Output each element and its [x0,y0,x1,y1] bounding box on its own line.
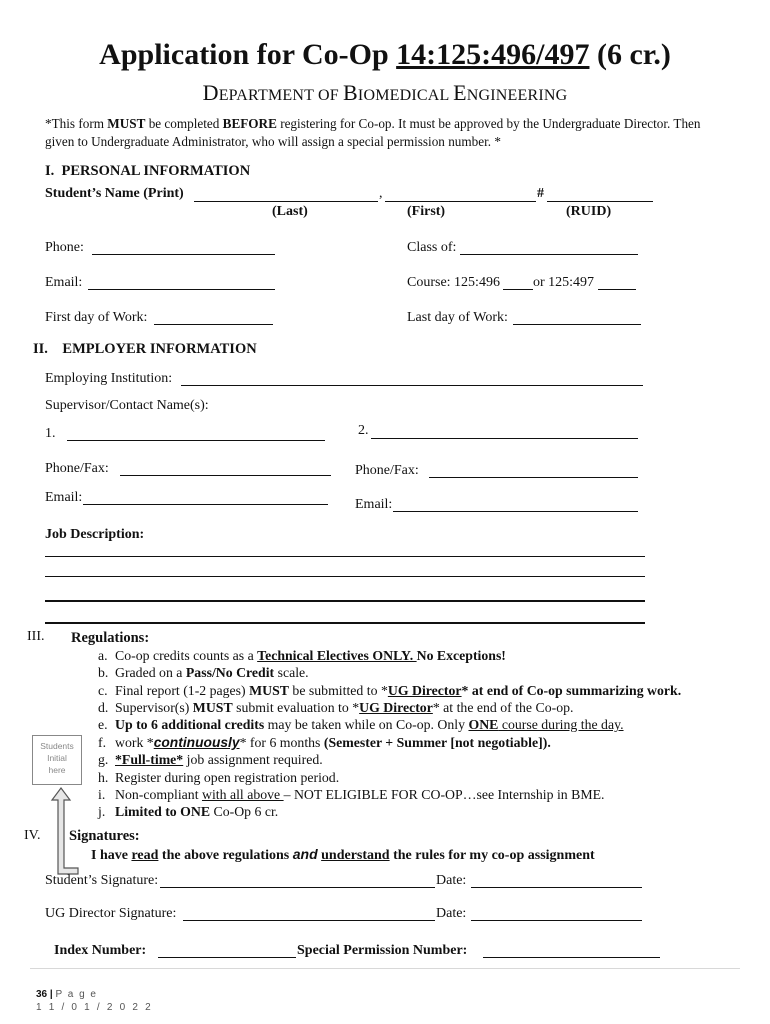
job-description-line-3[interactable] [45,600,645,602]
job-description-line-1[interactable] [45,556,645,557]
reg-text: submit evaluation to * [232,700,360,715]
first-day-field[interactable] [154,324,273,325]
regulation-a [98,648,506,664]
ug-director-signature-label: UG Director Signature: [45,906,177,921]
regulation-letter: j. [98,804,106,819]
first-caption: (First) [407,204,446,219]
section-personal-info [45,163,250,180]
section-numeral: I. [45,163,55,179]
reg-emph: MUST [192,700,233,715]
course-496-field[interactable] [503,289,533,290]
section-heading: EMPLOYER INFORMATION [62,341,257,357]
last-day-field[interactable] [513,324,641,325]
ack-text: I have [91,848,132,863]
reg-emph: Technical Electives ONLY. [257,648,417,663]
reg-text: Co-Op 6 cr. [210,804,279,819]
regulation-letter: e. [98,717,108,732]
reg-emph: Pass/No Credit [185,665,275,680]
ug-director-date-field[interactable] [471,920,642,921]
employer-email-2-field[interactable] [393,511,638,512]
ack-read: read [131,848,159,863]
regulations-heading: Regulations: [71,630,150,646]
reg-emph: * at end of Co-op summarizing work. [461,683,682,698]
title-course-codes: 14:125:496/497 [396,38,590,71]
regulation-i [98,787,604,803]
reg-text: Register during open registration period. [115,770,340,785]
reg-emph: UG Director [387,683,462,698]
regulation-c [98,683,681,699]
section-numeral: II. [33,341,48,357]
class-of-field[interactable] [460,254,638,255]
student-signature-label: Student’s Signature: [45,873,159,888]
dept-smallcaps: EPARTMENT OF [218,87,344,104]
reg-emph: No Exceptions! [416,648,506,663]
reg-emph: continuously [153,735,240,750]
note-text: *This form [45,116,108,131]
institution-label: Employing Institution: [45,371,173,386]
section-signatures-numeral: IV. [24,828,41,843]
page-separator: | [47,989,56,1000]
phone-label: Phone: [45,240,84,255]
reg-emph: Up to 6 additional credits [115,717,265,732]
index-number-field[interactable] [158,957,296,958]
student-initial-box[interactable] [32,735,82,785]
ack-and: and [292,846,318,862]
reg-emph: ONE [468,717,499,732]
dept-letter: B [343,80,358,105]
regulation-letter: i. [98,787,106,802]
initial-box-text: Initial [47,753,67,763]
comma-separator: , [379,186,383,201]
index-number-label: Index Number: [54,943,147,958]
phone-fax-2-label: Phone/Fax: [355,463,419,478]
reg-text: Final report (1-2 pages) [115,683,250,698]
regulation-letter: g. [98,752,109,767]
section-regulations-numeral: III. [27,629,45,644]
regulation-h [98,770,339,786]
ruid-caption: (RUID) [566,204,612,219]
regulation-j [98,804,278,820]
first-name-field[interactable] [385,201,536,202]
institution-field[interactable] [181,385,643,386]
regulation-letter: h. [98,770,109,785]
employer-email-2-label: Email: [355,497,393,512]
initial-box-text: Students [40,741,74,751]
reg-text: course during the day. [498,717,624,732]
class-of-label: Class of: [407,240,457,255]
page-word: P a g e [55,989,98,1000]
student-date-label: Date: [436,873,467,888]
special-permission-field[interactable] [483,957,660,958]
section-heading: PERSONAL INFORMATION [61,163,251,179]
job-description-line-2[interactable] [45,576,645,577]
form-title [0,38,770,72]
reg-text: – NOT ELIGIBLE FOR CO-OP…see Internship in BME. [283,787,605,802]
regulation-e [98,717,624,733]
course-497-field[interactable] [598,289,636,290]
regulation-d [98,700,573,716]
ack-understand: understand [321,848,390,863]
supervisor-label: Supervisor/Contact Name(s): [45,398,209,413]
initial-box-text: here [48,765,66,775]
supervisor-2-label: 2. [358,423,369,438]
course-label: Course: 125:496 [407,275,500,290]
reg-emph: UG Director [359,700,433,715]
phone-fax-1-field[interactable] [120,475,331,476]
dept-smallcaps: IOMEDICAL [357,87,454,104]
reg-text: work * [115,735,154,750]
title-prefix: Application for Co-Op [99,38,397,71]
footer-date: 1 1 / 0 1 / 2 0 2 2 [36,1002,153,1013]
form-instructions [45,115,715,151]
reg-text: may be taken while on Co-op. Only [264,717,469,732]
dept-smallcaps: NGINEERING [466,87,568,104]
first-day-label: First day of Work: [45,310,148,325]
phone-field[interactable] [92,254,275,255]
course-or-label: or 125:497 [533,275,595,290]
supervisor-1-field[interactable] [67,440,325,441]
footer-divider [30,968,740,969]
reg-text: with all above [201,787,284,802]
last-caption: (Last) [272,204,308,219]
note-text: be completed [145,116,223,131]
section-employer-info [33,341,257,358]
regulation-letter: c. [98,683,108,698]
reg-emph: Limited to ONE [115,804,211,819]
regulation-f [98,735,551,751]
regulation-letter: a. [98,648,108,663]
reg-text: Co-op credits counts as a [115,648,258,663]
email-label: Email: [45,275,83,290]
supervisor-1-label: 1. [45,426,56,441]
last-name-field[interactable] [194,201,378,202]
job-description-line-4[interactable] [45,622,645,624]
ack-text: the above regulations [158,848,293,863]
supervisor-2-field[interactable] [371,438,638,439]
note-before: BEFORE [222,116,277,131]
reg-emph: *Full-time* [115,752,184,767]
reg-text: be submitted to * [288,683,388,698]
reg-text: * at the end of the Co-op. [432,700,574,715]
ruid-hash: # [537,186,544,201]
page-number: 36 [36,989,48,1000]
special-permission-label: Special Permission Number: [297,943,468,958]
reg-emph: (Semester + Summer [not negotiable]). [323,735,551,750]
dept-letter: D [202,80,219,105]
phone-fax-2-field[interactable] [429,477,638,478]
student-name-label: Student’s Name (Print) [45,186,184,201]
note-must: MUST [107,116,146,131]
reg-text: job assignment required. [183,752,323,767]
employer-email-1-field[interactable] [83,504,328,505]
ack-text: the rules for my co-op assignment [389,848,595,863]
regulation-letter: b. [98,665,109,680]
ug-director-signature-field[interactable] [183,920,435,921]
regulation-b [98,665,309,681]
reg-emph: MUST [249,683,289,698]
reg-text: Supervisor(s) [115,700,193,715]
title-suffix: (6 cr.) [589,38,671,71]
regulation-letter: f. [98,735,107,750]
student-date-field[interactable] [471,887,642,888]
phone-fax-1-label: Phone/Fax: [45,461,109,476]
reg-text: Non-compliant [115,787,202,802]
acknowledgement-statement [91,846,595,864]
reg-text: * for 6 months [239,735,324,750]
employer-email-1-label: Email: [45,490,83,505]
ruid-field[interactable] [547,201,653,202]
regulation-g [98,752,323,768]
student-signature-field[interactable] [160,887,435,888]
note-text: registering for Co-op. It must be approved by the Undergraduate Director. Then given to Undergraduate Administrator, who will assign a special permission number. * [45,116,701,149]
last-day-label: Last day of Work: [407,310,508,325]
email-field[interactable] [88,289,275,290]
reg-text: scale. [274,665,309,680]
ug-director-date-label: Date: [436,906,467,921]
department-heading [0,80,770,106]
reg-text: Graded on a [115,665,186,680]
dept-letter: E [453,80,467,105]
job-description-label: Job Description: [45,527,145,542]
signatures-heading: Signatures: [69,828,140,844]
regulation-letter: d. [98,700,109,715]
page-footer [36,989,98,1000]
